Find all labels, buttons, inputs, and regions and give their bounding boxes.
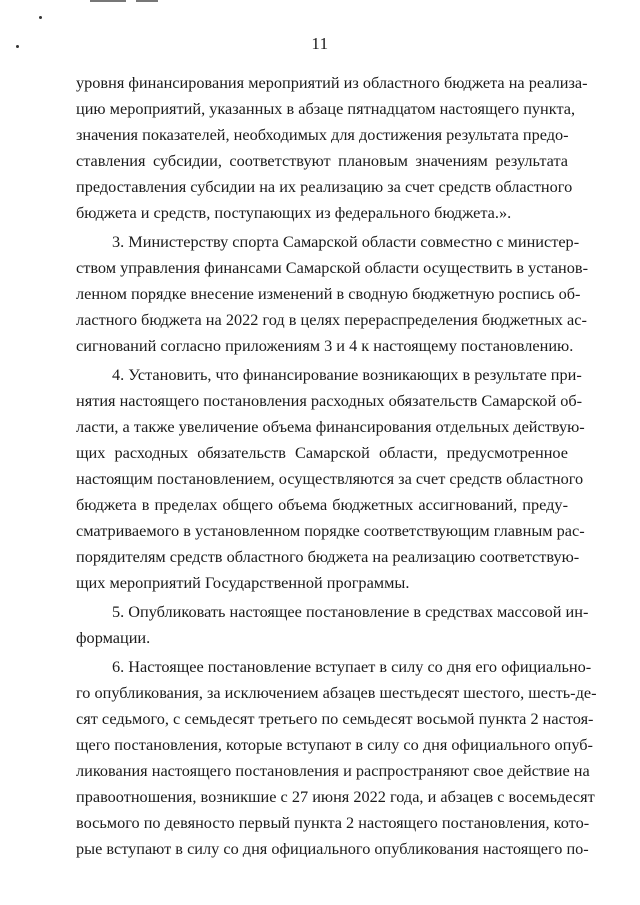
text-line: ставления субсидии, соответствуют плановым значениям результата <box>76 151 568 170</box>
text-line: сигнований согласно приложениям 3 и 4 к настоящему постановлению. <box>76 336 574 355</box>
text-line: ласти, а также увеличение объема финансирования отдельных действую- <box>76 417 585 436</box>
paragraph-3-first-line: 3. Министерству спорта Самарской области совместно с министер- <box>112 232 580 251</box>
text-line: щих мероприятий Государственной программы. <box>76 573 410 592</box>
paragraph-6-first-line: 6. Настоящее постановление вступает в силу со дня его официально- <box>112 657 592 676</box>
text-line: порядителям средств областного бюджета на реализацию соответствую- <box>76 547 580 566</box>
text-line: бюджета и средств, поступающих из федерального бюджета.». <box>76 203 512 222</box>
text-line: восьмого по девяносто первый пункта 2 настоящего постановления, кото- <box>76 813 590 832</box>
text-line: предоставления субсидии на их реализацию за счет средств областного <box>76 177 573 196</box>
paragraph-4-first-line: 4. Установить, что финансирование возникающих в результате при- <box>112 365 582 384</box>
scan-edge-mark <box>136 0 158 2</box>
text-line: сматриваемого в установленном порядке соответствующим главным рас- <box>76 521 585 540</box>
paragraph-5-first-line: 5. Опубликовать настоящее постановление в средствах массовой ин- <box>112 602 589 621</box>
text-line: ством управления финансами Самарской области осуществить в установ- <box>76 258 589 277</box>
text-line: значения показателей, необходимых для достижения результата предо- <box>76 125 569 144</box>
text-line: уровня финансирования мероприятий из областного бюджета на реализа- <box>76 73 588 92</box>
text-line: щих расходных обязательств Самарской области, предусмотренное <box>76 443 568 462</box>
text-line: цию мероприятий, указанных в абзаце пятнадцатом настоящего пункта, <box>76 99 576 118</box>
text-line: сят седьмого, с семьдесят третьего по семьдесят восьмой пункта 2 настоя- <box>76 709 594 728</box>
scan-edge-mark <box>90 0 126 2</box>
page-number: 11 <box>311 34 329 53</box>
text-line: ликования настоящего постановления и распространяют свое действие на <box>76 761 590 780</box>
text-line: настоящим постановлением, осуществляются за счет средств областного <box>76 469 584 488</box>
text-line: рые вступают в силу со дня официального опубликования настоящего по- <box>76 839 589 858</box>
scan-speck <box>39 16 42 19</box>
text-line: ластного бюджета на 2022 год в целях перераспределения бюджетных ас- <box>76 310 587 329</box>
text-line: формации. <box>76 628 151 647</box>
text-line: щего постановления, которые вступают в силу со дня официального опуб- <box>76 735 593 754</box>
text-line: бюджета в пределах общего объема бюджетных ассигнований, преду- <box>76 495 568 514</box>
text-line: го опубликования, за исключением абзацев шестьдесят шестого, шесть-де- <box>76 683 597 702</box>
text-line: нятия настоящего постановления расходных обязательств Самарской об- <box>76 391 583 410</box>
text-line: ленном порядке внесение изменений в сводную бюджетную роспись об- <box>76 284 581 303</box>
text-line: правоотношения, возникшие с 27 июня 2022 года, и абзацев с восемьдесят <box>76 787 595 806</box>
